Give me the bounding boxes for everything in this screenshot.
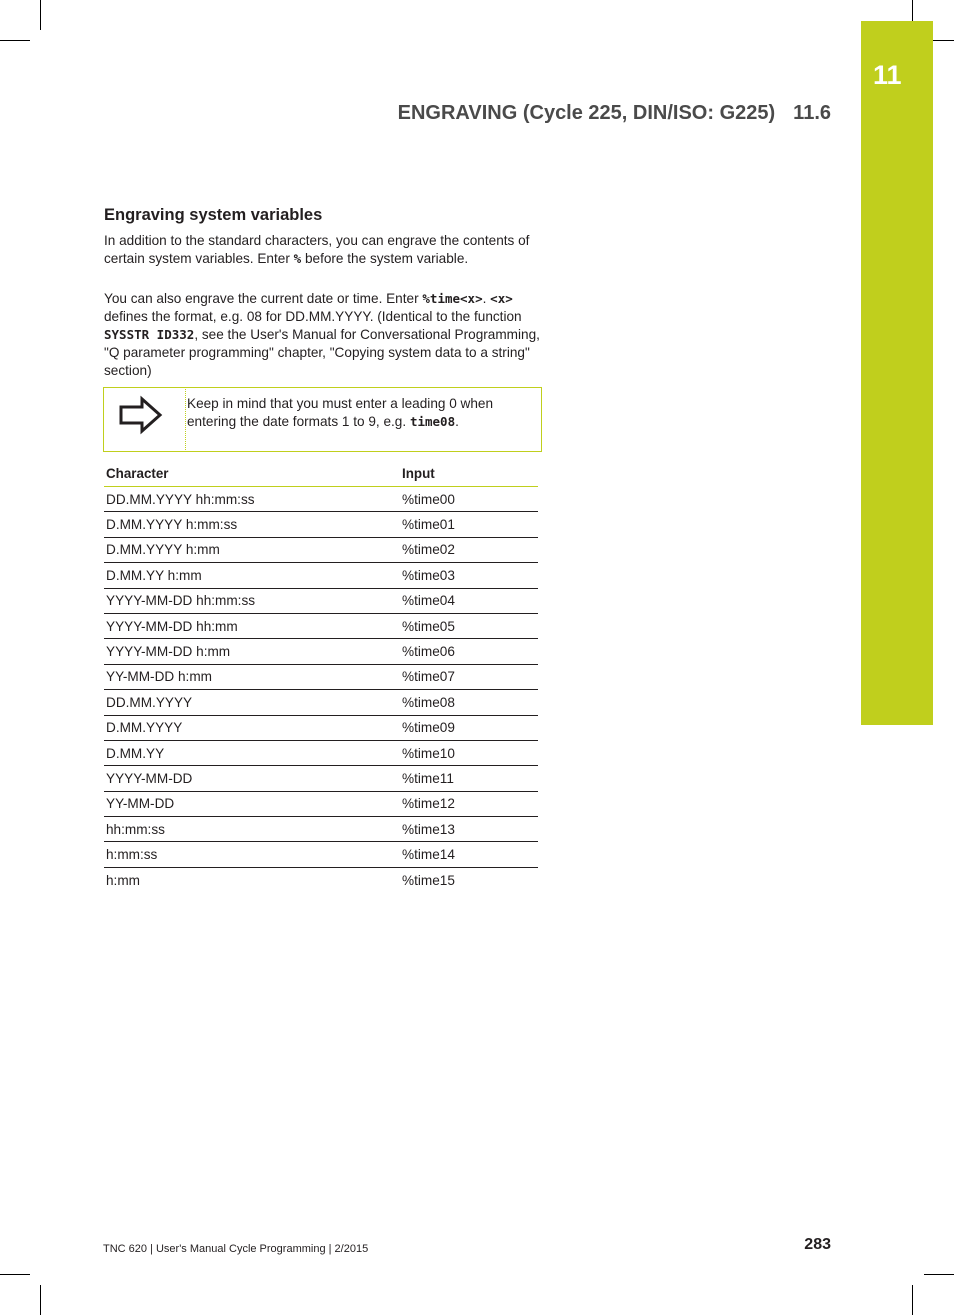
cell-character: D.MM.YY — [104, 740, 400, 765]
table-row — [104, 639, 538, 664]
cell-input: %time08 — [400, 690, 538, 715]
text-run: . — [455, 414, 459, 429]
cell-character: DD.MM.YYYY hh:mm:ss — [104, 487, 400, 512]
cell-input: %time07 — [400, 664, 538, 689]
crop-mark — [0, 40, 30, 41]
header-section: 11.6 — [793, 102, 831, 124]
cell-input: %time02 — [400, 537, 538, 562]
note-text — [187, 395, 532, 431]
cell-input: %time05 — [400, 613, 538, 638]
code-text: time08 — [409, 414, 456, 429]
page-footer: TNC 620 | User's Manual Cycle Programming | 2/2015 — [103, 1243, 369, 1255]
table-row — [104, 817, 538, 842]
page-number: 283 — [804, 1236, 831, 1253]
running-header — [398, 102, 831, 125]
cell-input: %time04 — [400, 588, 538, 613]
cell-character: hh:mm:ss — [104, 817, 400, 842]
code-text: %time<x> — [422, 291, 483, 306]
table-row — [104, 791, 538, 816]
crop-mark — [0, 1274, 30, 1275]
cell-input: %time13 — [400, 817, 538, 842]
cell-character: DD.MM.YYYY — [104, 690, 400, 715]
cell-character: YYYY-MM-DD h:mm — [104, 639, 400, 664]
text-run: Keep in mind that you must enter a leading 0 when entering the date formats 1 to 9, e.g. — [187, 396, 494, 429]
table-row — [104, 563, 538, 588]
table-row — [104, 512, 538, 537]
text-run: . — [482, 291, 491, 306]
cell-character: YYYY-MM-DD hh:mm:ss — [104, 588, 400, 613]
table-row — [104, 690, 538, 715]
cell-input: %time11 — [400, 766, 538, 791]
header-title: ENGRAVING (Cycle 225, DIN/ISO: G225) — [397, 102, 776, 124]
cell-character: YY-MM-DD — [104, 791, 400, 816]
crop-mark — [912, 1285, 913, 1315]
cell-character: D.MM.YYYY h:mm:ss — [104, 512, 400, 537]
format-table — [104, 461, 538, 892]
cell-input: %time01 — [400, 512, 538, 537]
crop-mark — [40, 1285, 41, 1315]
chapter-tab — [861, 21, 933, 725]
cell-input: %time12 — [400, 791, 538, 816]
code-text: <x> — [490, 291, 513, 306]
table-row — [104, 715, 538, 740]
chapter-number: 11 — [873, 60, 902, 90]
table-row — [104, 842, 538, 867]
cell-character: D.MM.YY h:mm — [104, 563, 400, 588]
text-run: In addition to the standard characters, you can engrave the contents of certain system variables. Enter — [104, 233, 530, 266]
note-divider — [185, 387, 186, 452]
cell-input: %time14 — [400, 842, 538, 867]
text-run: before the system variable. — [301, 251, 469, 266]
cell-character: YY-MM-DD h:mm — [104, 664, 400, 689]
table-row — [104, 613, 538, 638]
cell-input: %time00 — [400, 487, 538, 512]
cell-input: %time09 — [400, 715, 538, 740]
text-run: You can also engrave the current date or time. Enter — [104, 291, 423, 306]
cell-character: YYYY-MM-DD — [104, 766, 400, 791]
code-text: % — [293, 251, 302, 266]
table-row — [104, 487, 538, 512]
cell-character: h:mm — [106, 872, 140, 888]
cell-input: %time03 — [400, 563, 538, 588]
crop-mark — [924, 1274, 954, 1275]
cell-character: h:mm:ss — [104, 842, 400, 867]
date-time-paragraph — [104, 290, 544, 380]
text-run: , see the User's Manual for Conversational Programming, "Q parameter programming" chapter, "Copying system data to a string" section) — [104, 327, 540, 378]
cell-character: D.MM.YYYY — [104, 715, 400, 740]
cell-character: YYYY-MM-DD hh:mm — [104, 613, 400, 638]
table-header-row — [104, 461, 538, 487]
table-row — [104, 867, 538, 892]
cell-input: %time10 — [400, 740, 538, 765]
table-row — [104, 664, 538, 689]
table-row — [104, 766, 538, 791]
column-header-input: Input — [400, 461, 538, 487]
section-title: Engraving system variables — [104, 206, 323, 224]
table-row — [104, 588, 538, 613]
cell-character: D.MM.YYYY h:mm — [104, 537, 400, 562]
table-row — [104, 740, 538, 765]
intro-paragraph — [104, 232, 544, 268]
column-header-character: Character — [104, 461, 400, 487]
crop-mark — [40, 0, 41, 30]
text-run: defines the format, e.g. 08 for DD.MM.YYYY. (Identical to the function — [104, 309, 522, 324]
code-text: SYSSTR ID332 — [104, 327, 195, 342]
cell-input: %time15 — [402, 872, 455, 888]
cell-input: %time06 — [400, 639, 538, 664]
arrow-right-icon — [118, 395, 164, 435]
table-row — [104, 537, 538, 562]
